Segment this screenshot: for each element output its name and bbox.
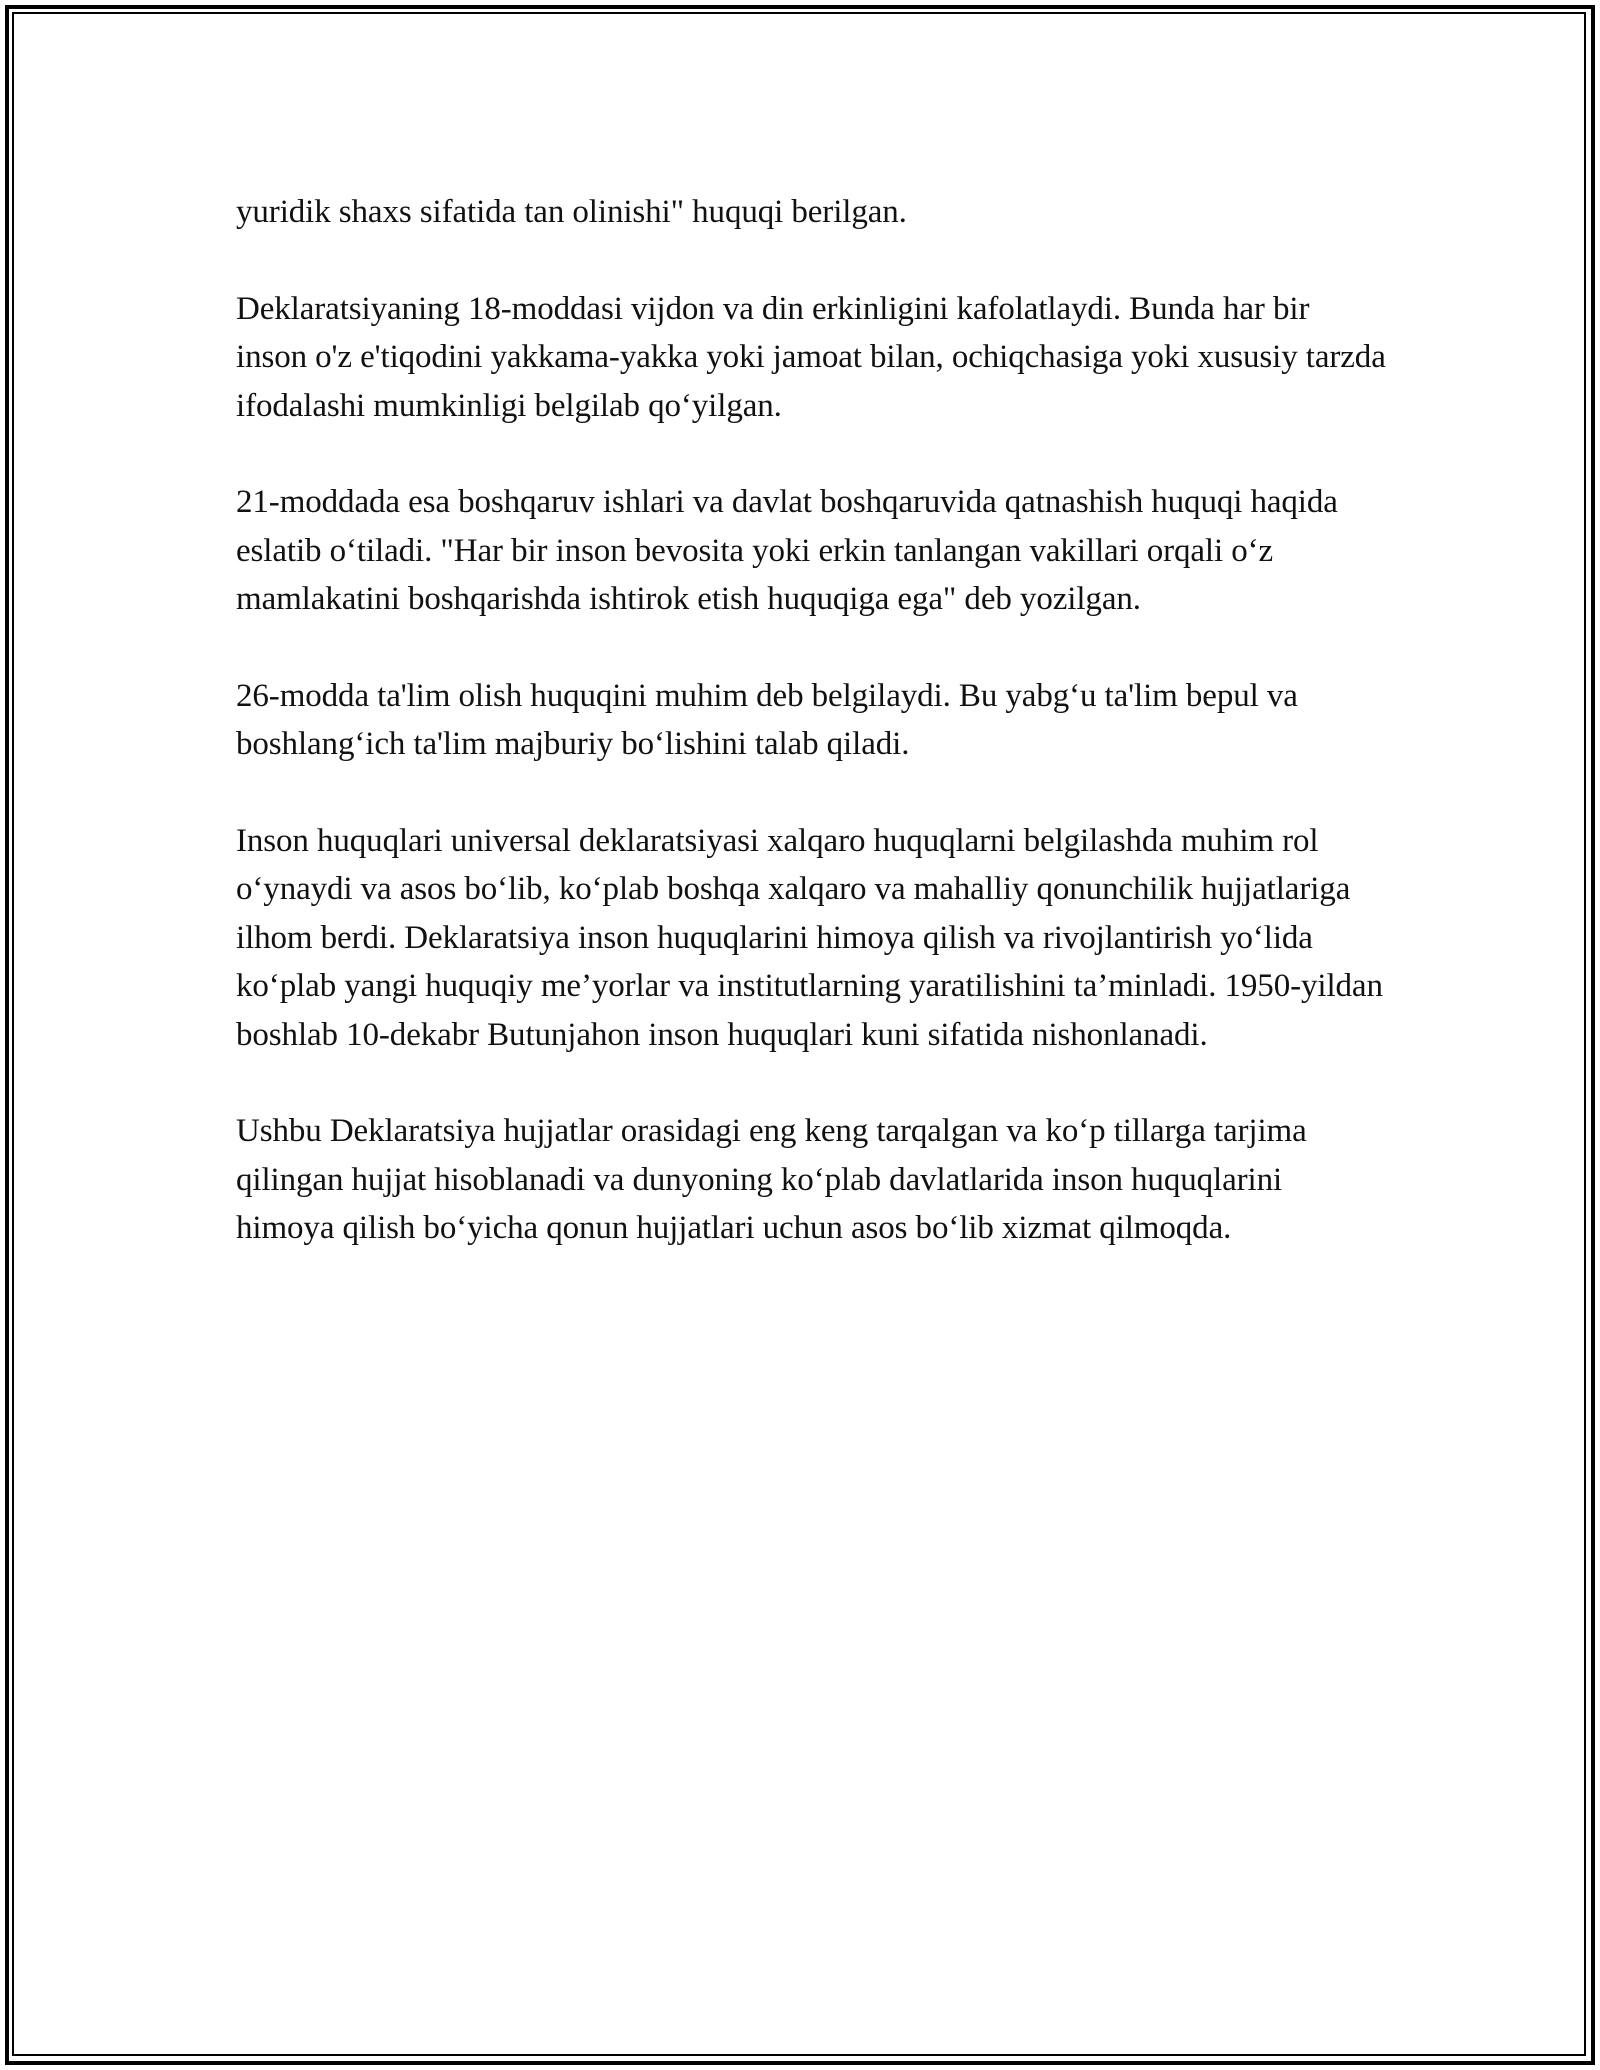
paragraph-3: 21-moddada esa boshqaruv ishlari va davlat boshqaruvida qatnashish huquqi haqida eslatib oʻtiladi. "Har bir inson bevosita yoki erkin tanlangan vakillari orqali oʻz mamlakatini boshqarishda ishtirok etish huquqiga ega" deb yozilgan. <box>236 484 1338 617</box>
paragraph-5: Inson huquqlari universal deklaratsiyasi xalqaro huquqlarni belgilashda muhim rol oʻynaydi va asos boʻlib, koʻplab boshqa xalqaro va mahalliy qonunchilik hujjatlariga ilhom berdi. Deklaratsiya inson huquqlarini himoya qilish va rivojlantirish yoʻlida koʻplab yangi huquqiy me’yorlar va institutlarning yaratilishini ta’minladi. 1950-yildan boshlab 10-dekabr Butunjahon inson huquqlari kuni sifatida nishonlanadi. <box>236 822 1383 1053</box>
paragraph-2: Deklaratsiyaning 18-moddasi vijdon va din erkinligini kafolatlaydi. Bunda har bir inson o'z e'tiqodini yakkama-yakka yoki jamoat bilan, ochiqchasiga yoki xususiy tarzda ifodalashi mumkinligi belgilab qoʻyilgan. <box>236 290 1386 424</box>
document-body <box>236 188 1386 1301</box>
paragraph-4: 26-modda ta'lim olish huquqini muhim deb belgilaydi. Bu yabgʻu ta'lim bepul va boshlangʻich ta'lim majburiy boʻlishini talab qiladi. <box>236 677 1298 762</box>
paragraph-1: yuridik shaxs sifatida tan olinishi" huquqi berilgan. <box>236 194 907 230</box>
paragraph-6: Ushbu Deklaratsiya hujjatlar orasidagi eng keng tarqalgan va koʻp tillarga tarjima qilingan hujjat hisoblanadi va dunyoning koʻplab davlatlarida inson huquqlarini himoya qilish boʻyicha qonun hujjatlari uchun asos boʻlib xizmat qilmoqda. <box>236 1113 1307 1246</box>
